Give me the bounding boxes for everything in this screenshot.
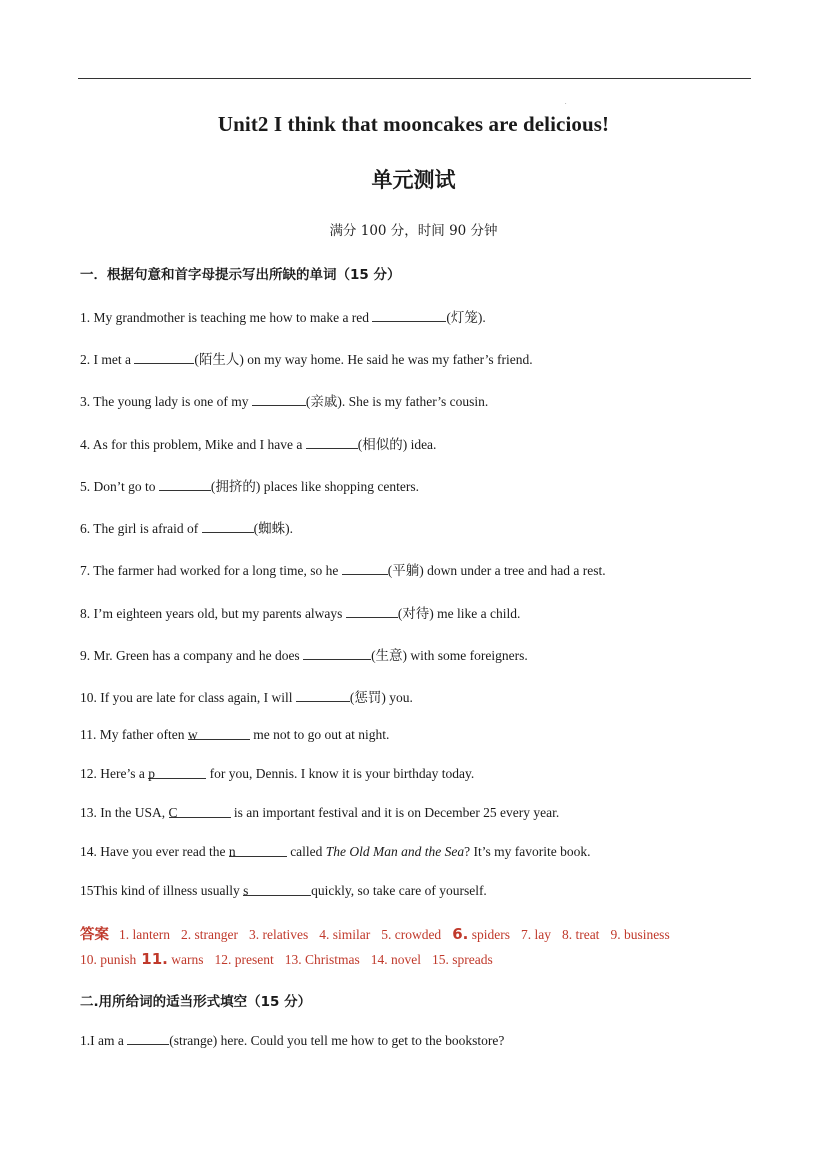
question-14: 14. Have you ever read the n called The Old Man and the Sea? It’s my favorite book. (80, 844, 591, 859)
answer-blank (127, 1032, 169, 1045)
answer-blank (159, 478, 211, 491)
section-1-heading: 一．根据句意和首字母提示写出所缺的单词（15 分） (80, 267, 401, 283)
question-2: 2. I met a (陌生人) on my way home. He said he was my father’s friend. (80, 352, 533, 367)
question-13: 13. In the USA, C is an important festival and it is on December 25 every year. (80, 805, 560, 820)
question-1: 1. My grandmother is teaching me how to make a red (灯笼). (80, 310, 486, 325)
answer-blank: C (169, 805, 231, 818)
question-15: 15This kind of illness usually s quickly, so take care of yourself. (80, 883, 487, 898)
answer-blank (306, 436, 358, 449)
section-2-question-1: 1.I am a (strange) here. Could you tell me how to get to the bookstore? (80, 1033, 505, 1048)
score-time-line: 满分 100 分，时间 90 分钟 (329, 223, 498, 239)
header-dot: . (565, 100, 567, 106)
header-rule (78, 78, 751, 79)
answer-blank (303, 647, 371, 660)
question-12: 12. Here’s a p for you, Dennis. I know it is your birthday today. (80, 766, 475, 781)
question-4: 4. As for this problem, Mike and I have a (相似的) idea. (80, 437, 437, 452)
book-title: The Old Man and the Sea (325, 844, 465, 859)
answer-blank: p (148, 766, 206, 779)
question-10: 10. If you are late for class again, I will (惩罚) you. (80, 690, 413, 705)
answer-key-line-1: 答案 1. lantern 2. stranger 3. relatives 4. similar 5. crowded 6. spiders 7. lay 8. treat 9. business (80, 925, 670, 943)
question-11: 11. My father often w me not to go out at night. (80, 727, 390, 742)
answer-blank (342, 562, 388, 575)
document-title: Unit2 I think that mooncakes are delicious! (217, 112, 610, 136)
question-8: 8. I’m eighteen years old, but my parents always (对待) me like a child. (80, 606, 521, 621)
question-9: 9. Mr. Green has a company and he does (生意) with some foreigners. (80, 648, 528, 663)
answer-blank: n (229, 844, 287, 857)
answer-blank (134, 351, 194, 364)
answer-blank: w (188, 727, 250, 740)
question-6: 6. The girl is afraid of (蜘蛛). (80, 521, 293, 536)
answer-blank (202, 520, 254, 533)
answer-blank (296, 689, 350, 702)
question-3: 3. The young lady is one of my (亲戚). She is my father’s cousin. (80, 394, 489, 409)
answer-key-line-2: 10. punish 11. warns 12. present 13. Christmas 14. novel 15. spreads (80, 950, 493, 968)
document-subtitle: 单元测试 (371, 168, 456, 192)
question-7: 7. The farmer had worked for a long time, so he (平躺) down under a tree and had a rest. (80, 563, 606, 578)
answer-label: 答案 (80, 927, 109, 943)
answer-blank (252, 393, 306, 406)
answer-blank (346, 605, 398, 618)
section-2-heading: 二.用所给词的适当形式填空（15 分） (80, 994, 312, 1010)
answer-blank (372, 309, 446, 322)
question-5: 5. Don’t go to (拥挤的) places like shopping centers. (80, 479, 419, 494)
answer-blank: s (243, 883, 311, 896)
